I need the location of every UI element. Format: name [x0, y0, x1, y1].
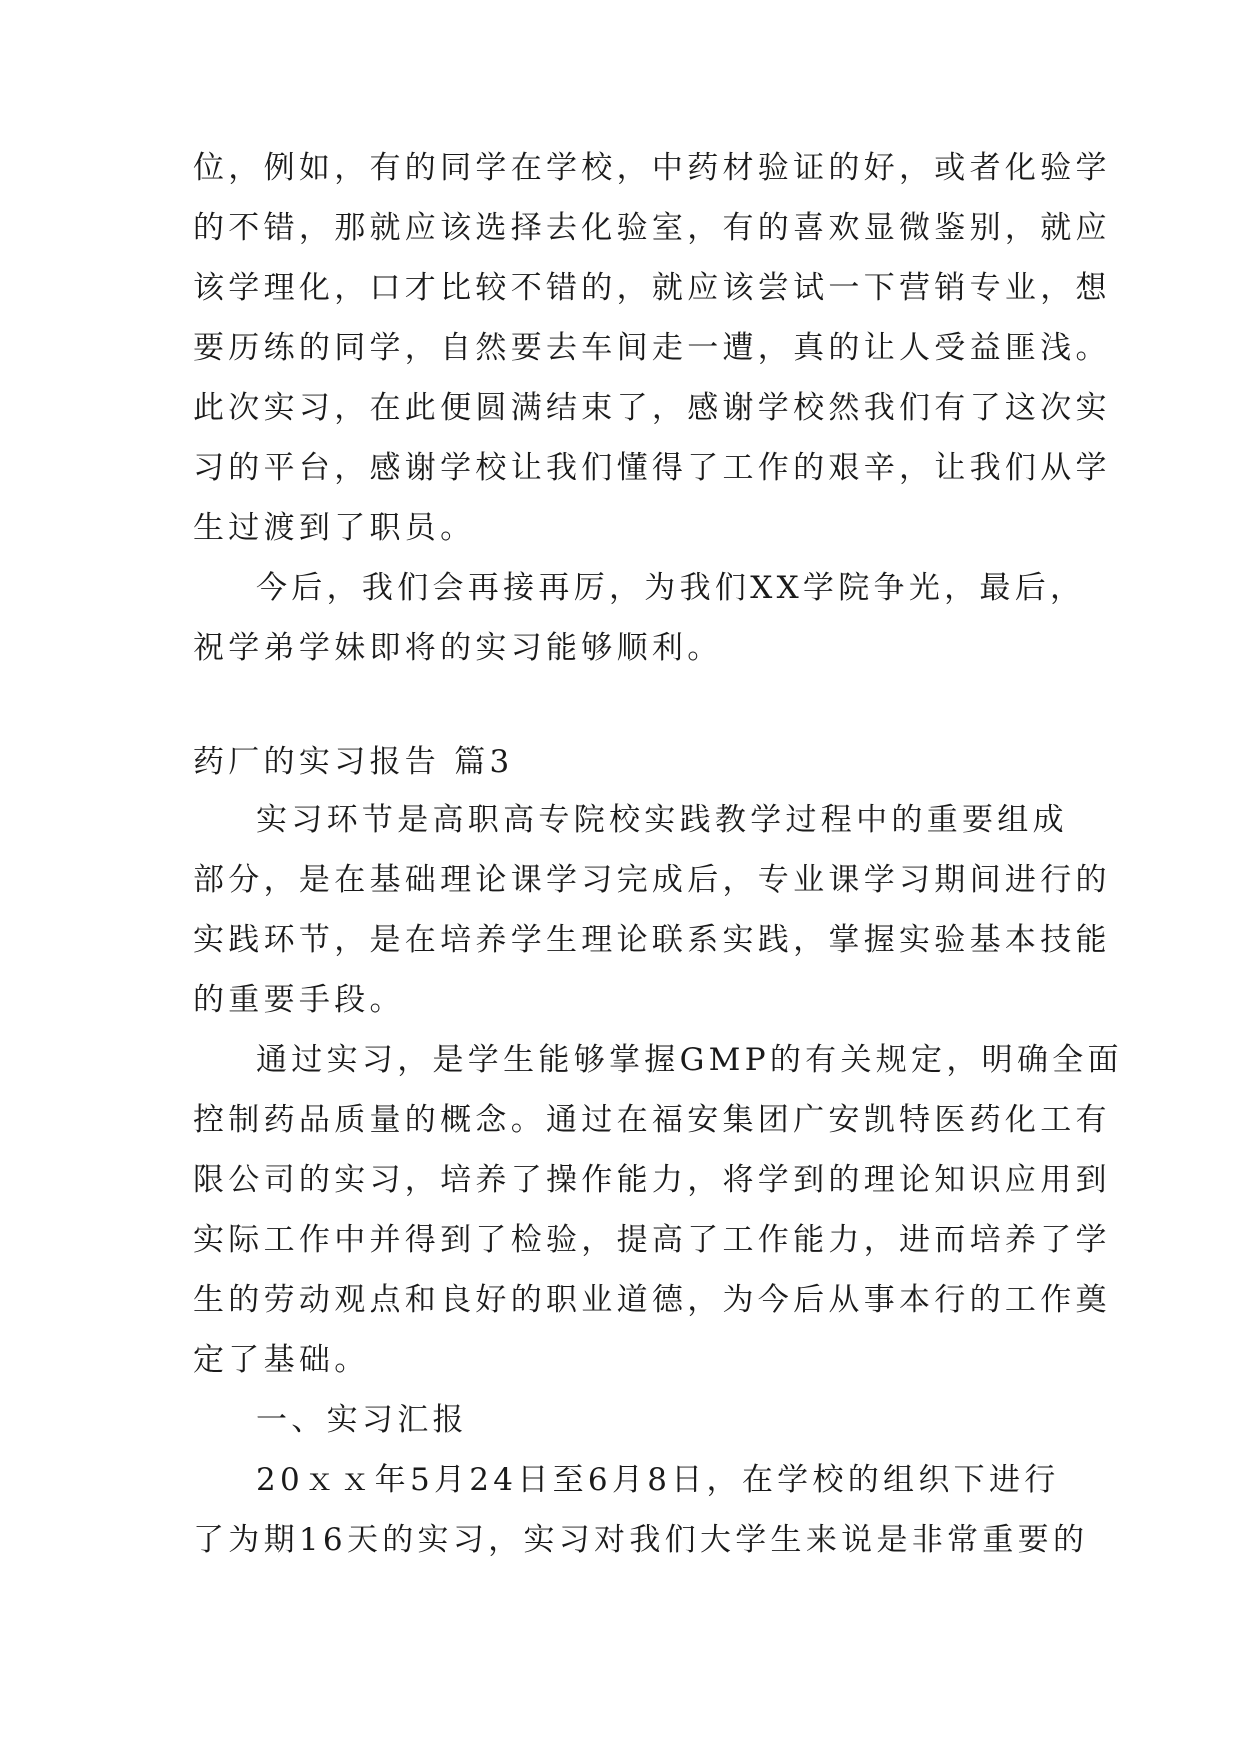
paragraph-line: 20ｘｘ年5月24日至6月8日，在学校的组织下进行: [256, 1462, 1060, 1498]
paragraph-line: 生的劳动观点和良好的职业道德，为今后从事本行的工作奠: [193, 1282, 1111, 1318]
paragraph-line: 此次实习，在此便圆满结束了，感谢学校然我们有了这次实: [193, 390, 1111, 426]
section-title: 药厂的实习报告 篇3: [193, 744, 514, 780]
paragraph-line: 限公司的实习，培养了操作能力，将学到的理论知识应用到: [193, 1162, 1111, 1198]
paragraph-line: 了为期16天的实习，实习对我们大学生来说是非常重要的: [193, 1522, 1089, 1558]
paragraph-line: 位，例如，有的同学在学校，中药材验证的好，或者化验学: [193, 150, 1111, 186]
paragraph-line: 控制药品质量的概念。通过在福安集团广安凯特医药化工有: [193, 1102, 1111, 1138]
paragraph-line: 该学理化，口才比较不错的，就应该尝试一下营销专业，想: [193, 270, 1111, 306]
paragraph-line: 定了基础。: [193, 1342, 370, 1378]
paragraph-line: 实际工作中并得到了检验，提高了工作能力，进而培养了学: [193, 1222, 1111, 1258]
paragraph-line: 生过渡到了职员。: [193, 510, 476, 546]
paragraph-line: 今后，我们会再接再厉，为我们XX学院争光，最后，: [256, 570, 1086, 606]
paragraph-line: 实践环节，是在培养学生理论联系实践，掌握实验基本技能: [193, 922, 1111, 958]
paragraph-line: 的不错，那就应该选择去化验室，有的喜欢显微鉴别，就应: [193, 210, 1111, 246]
paragraph-line: 的重要手段。: [193, 982, 405, 1018]
subheading: 一、实习汇报: [256, 1402, 468, 1438]
paragraph-line: 习的平台，感谢学校让我们懂得了工作的艰辛，让我们从学: [193, 450, 1111, 486]
paragraph-line: 要历练的同学，自然要去车间走一遭，真的让人受益匪浅。: [193, 330, 1111, 366]
paragraph-line: 部分，是在基础理论课学习完成后，专业课学习期间进行的: [193, 862, 1111, 898]
paragraph-line: 祝学弟学妹即将的实习能够顺利。: [193, 630, 723, 666]
paragraph-line: 实习环节是高职高专院校实践教学过程中的重要组成: [256, 802, 1068, 838]
paragraph-line: 通过实习，是学生能够掌握GMP的有关规定，明确全面: [256, 1042, 1123, 1078]
